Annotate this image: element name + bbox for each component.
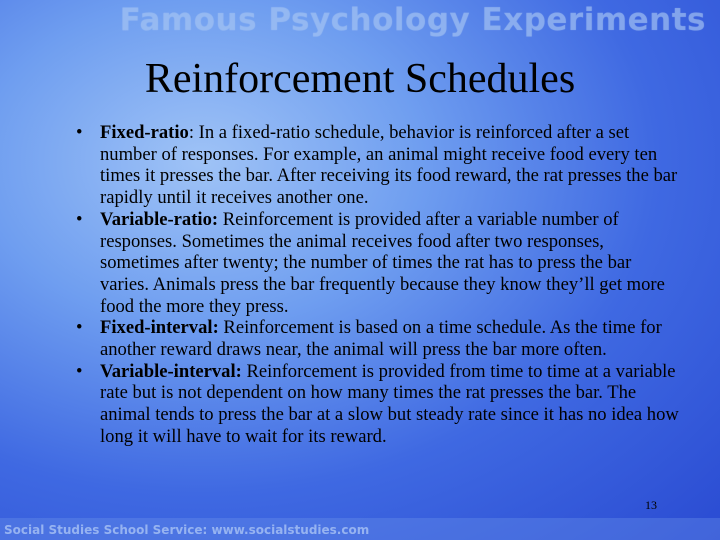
- bullet-fixed-ratio: [74, 122, 680, 209]
- bullet-separator: :: [188, 122, 194, 143]
- bullet-variable-ratio: [74, 209, 680, 318]
- bullet-term: Fixed-ratio: [100, 122, 189, 143]
- bullet-list: [74, 122, 680, 448]
- bullet-text: In a fixed-ratio schedule, behavior is reinforced after a set number of responses. For example, an animal might receive food every ten times it presses the bar. After receiving its food reward, the rat presses the bar rapidly until it receives another one.: [100, 122, 678, 209]
- bullet-text: Reinforcement is provided from time to time at a variable rate but is not dependent on how many times the rat presses the bar. The animal tends to press the bar at a slow but steady rate since it has no idea how long it will have to wait for its reward.: [100, 360, 679, 447]
- bullet-text: Reinforcement is based on a time schedule. As the time for another reward draws near, the animal will press the bar more often.: [100, 317, 662, 361]
- header-banner: Famous Psychology Experiments: [119, 2, 706, 38]
- slide-number: 13: [645, 498, 657, 512]
- bullet-term: Variable-ratio:: [100, 208, 219, 230]
- footer-text: Social Studies School Service: www.socialstudies.com: [4, 523, 370, 537]
- slide-title: Reinforcement Schedules: [144, 56, 576, 102]
- bullet-fixed-interval: [74, 317, 680, 360]
- bullet-term: Fixed-interval:: [100, 317, 219, 339]
- bullet-term: Variable-interval:: [100, 360, 242, 382]
- bullet-text: Reinforcement is provided after a variable number of responses. Sometimes the animal receives food after two responses, sometimes after twenty; the number of times the rat has to press the bar varies. Animals press the bar frequently because they know they’ll get more food the more they press.: [100, 208, 665, 317]
- bullet-variable-interval: [74, 361, 680, 448]
